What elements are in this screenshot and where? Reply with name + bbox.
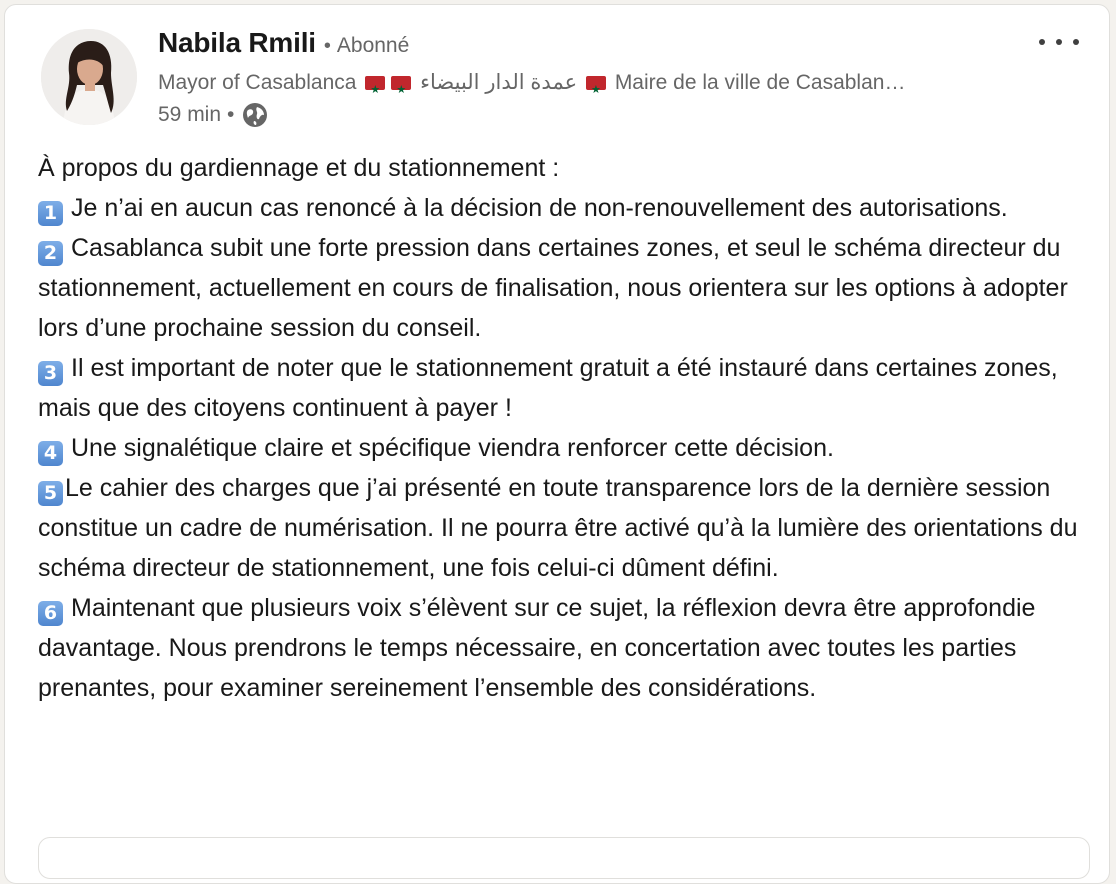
author-line [158, 27, 1038, 67]
post-point [38, 588, 1098, 708]
post-point [38, 348, 1098, 428]
post-point [38, 228, 1098, 348]
post-footer-box [38, 837, 1090, 879]
post-point-text: Le cahier des charges que j’ai présenté en toute transparence lors de la dernière session constitue un cadre de numérisation. Il ne pourra être activé qu’à la lumière des orientations du schéma directeur de stationnement, une fois celui-ci dûment défini. [38, 474, 1078, 582]
post-point [38, 188, 1098, 228]
number-badge: 4 [38, 441, 63, 466]
morocco-flag-icon [586, 76, 606, 90]
post-header [158, 27, 1038, 131]
post-point-text: Il est important de noter que le stationnement gratuit a été instauré dans certaines zones, mais que des citoyens continuent à payer ! [38, 354, 1058, 422]
post-point [38, 468, 1098, 588]
number-badge: 5 [38, 481, 63, 506]
more-horizontal-icon [1056, 39, 1062, 45]
more-horizontal-icon [1039, 39, 1045, 45]
post-time: 59 min [158, 103, 222, 126]
author-name[interactable]: Nabila Rmili [158, 27, 316, 58]
morocco-flag-icon [365, 76, 385, 90]
headline-part-ar: عمدة الدار البيضاء [420, 71, 578, 94]
post-point-text: Casablanca subit une forte pression dans certaines zones, et seul le schéma directeur du stationnement, actuellement en cours de finalisation, nous orientera sur les options à adopter lors d’une prochaine session du conseil. [38, 234, 1068, 342]
post-meta [158, 99, 1038, 131]
post-point-text: Maintenant que plusieurs voix s’élèvent sur ce sujet, la réflexion devra être approfondie davantage. Nous prendrons le temps nécessaire, en concertation avec toutes les parties prenantes, pour examiner sereinement l’ensemble des considérations. [38, 594, 1036, 702]
number-badge: 1 [38, 201, 63, 226]
post-card [4, 4, 1110, 884]
separator-dot: • [227, 103, 235, 126]
separator-dot: • [323, 35, 331, 57]
more-horizontal-icon [1073, 39, 1079, 45]
post-point [38, 428, 1098, 468]
post-point-text: Je n’ai en aucun cas renoncé à la décision de non-renouvellement des autorisations. [71, 194, 1008, 222]
number-badge: 6 [38, 601, 63, 626]
more-options-button[interactable] [1039, 27, 1079, 57]
avatar-photo [41, 29, 137, 125]
number-badge: 2 [38, 241, 63, 266]
author-avatar[interactable] [41, 29, 137, 125]
post-intro: À propos du gardiennage et du stationnement : [38, 154, 560, 182]
follow-status: Abonné [336, 34, 410, 57]
number-badge: 3 [38, 361, 63, 386]
headline-part-fr: Maire de la ville de Casablan… [614, 71, 906, 94]
author-headline [158, 67, 988, 99]
post-text [38, 148, 1098, 708]
headline-part-en: Mayor of Casablanca [158, 71, 357, 94]
morocco-flag-icon [391, 76, 411, 90]
post-point-text: Une signalétique claire et spécifique viendra renforcer cette décision. [71, 434, 834, 462]
globe-icon [242, 102, 268, 128]
